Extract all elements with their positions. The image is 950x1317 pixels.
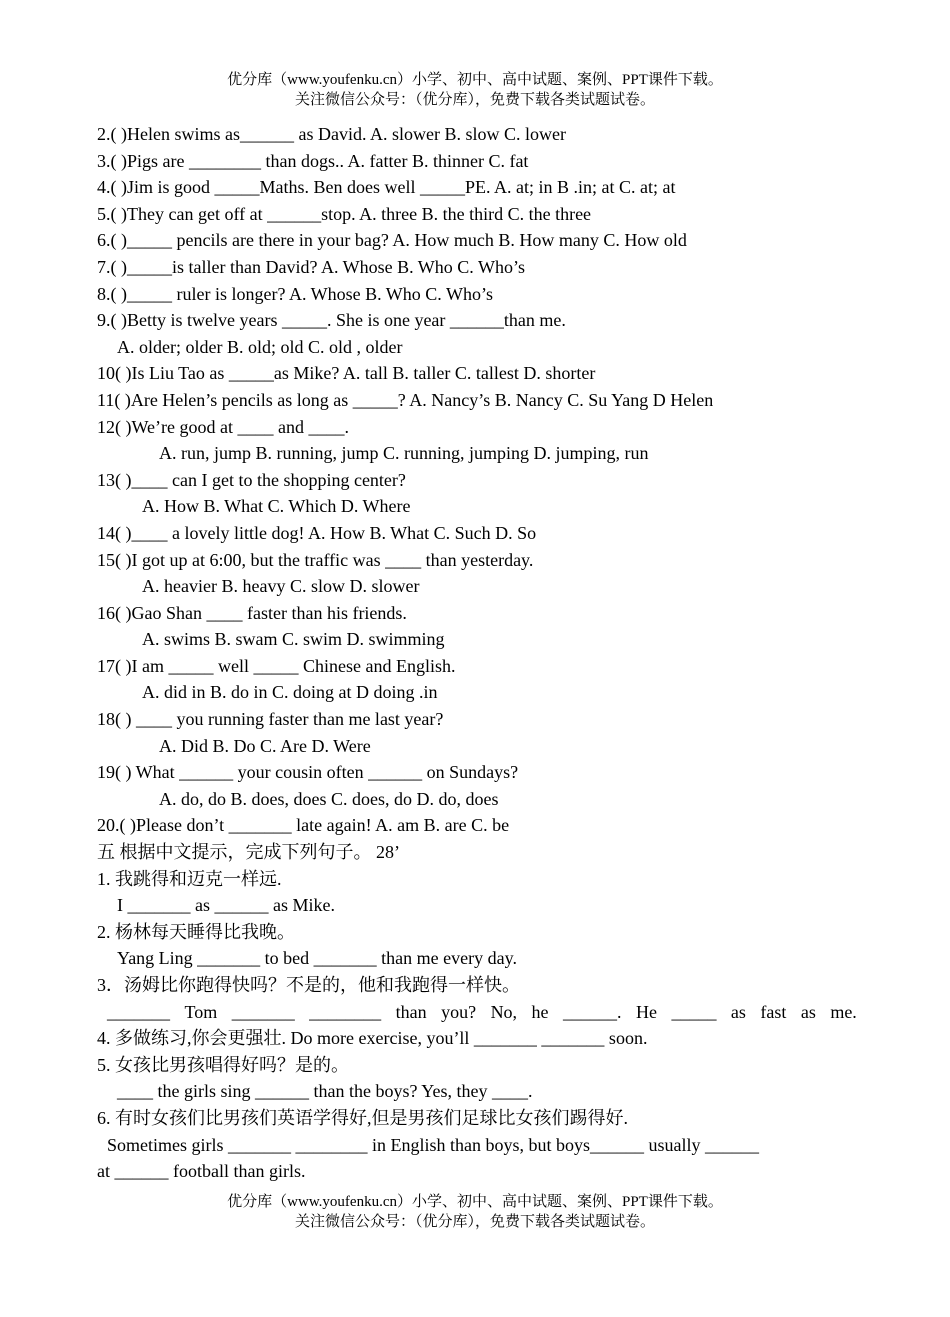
header-line-2: 关注微信公众号：（优分库），免费下载各类试题试卷。 xyxy=(294,92,655,108)
question-16-options: A. swims B. swam C. swim D. swimming xyxy=(142,629,445,650)
question-6: 6.( )_____ pencils are there in your bag? A. How much B. How many C. How old xyxy=(97,230,687,251)
question-4: 4.( )Jim is good _____Maths. Ben does well _____PE. A. at; in B .in; at C. at; at xyxy=(97,177,676,198)
question-17: 17( )I am _____ well _____ Chinese and English. xyxy=(97,655,456,676)
header-line-1: 优分库（www.youfenku.cn）小学、初中、高中试题、案例、PPT课件下载。 xyxy=(227,72,723,88)
question-14: 14( )____ a lovely little dog! A. How B. What C. Such D. So xyxy=(97,522,537,543)
word: than xyxy=(395,1001,427,1022)
question-19-options: A. do, do B. does, does C. does, do D. do, does xyxy=(159,788,499,809)
question-7: 7.( )_____is taller than David? A. Whose B. Who C. Who’s xyxy=(97,256,525,277)
sentence-5-english: ____ the girls sing ______ than the boys? Yes, they ____. xyxy=(117,1081,533,1102)
page-footer xyxy=(0,1192,950,1232)
word: _______ xyxy=(107,1001,170,1022)
word: me. xyxy=(830,1001,857,1022)
sentence-4: 4. 多做练习,你会更强壮. Do more exercise, you’ll _______ _______ soon. xyxy=(97,1028,648,1049)
question-10: 10( )Is Liu Tao as _____as Mike? A. tall B. taller C. tallest D. shorter xyxy=(97,363,596,384)
word: fast xyxy=(760,1001,787,1022)
exercise-content xyxy=(97,121,857,1185)
sentence-3-english xyxy=(97,999,857,1026)
word: Tom xyxy=(184,1001,218,1022)
sentence-6-chinese: 6. 有时女孩们比男孩们英语学得好,但是男孩们足球比女孩们踢得好. xyxy=(97,1107,628,1128)
footer-line-2: 关注微信公众号：（优分库），免费下载各类试题试卷。 xyxy=(294,1214,655,1230)
word: ________ xyxy=(309,1001,382,1022)
word: as xyxy=(730,1001,746,1022)
sentence-6-english-a: Sometimes girls _______ ________ in English than boys, but boys______ usually ______ xyxy=(107,1134,759,1155)
question-12: 12( )We’re good at ____ and ____. xyxy=(97,416,349,437)
sentence-2-chinese: 2. 杨林每天睡得比我晚。 xyxy=(97,921,295,942)
question-18: 18( ) ____ you running faster than me last year? xyxy=(97,709,444,730)
question-15-options: A. heavier B. heavy C. slow D. slower xyxy=(142,576,420,597)
page-header xyxy=(0,70,950,110)
word: _____ xyxy=(671,1001,717,1022)
sentence-5-chinese: 5. 女孩比男孩唱得好吗？是的。 xyxy=(97,1054,349,1075)
question-11: 11( )Are Helen’s pencils as long as _____? A. Nancy’s B. Nancy C. Su Yang D Helen xyxy=(97,389,714,410)
question-20: 20.( )Please don’t _______ late again! A. am B. are C. be xyxy=(97,815,510,836)
question-18-options: A. Did B. Do C. Are D. Were xyxy=(159,735,371,756)
word: _______ xyxy=(231,1001,295,1022)
sentence-1-chinese: 1. 我跳得和迈克一样远. xyxy=(97,868,282,889)
footer-line-1: 优分库（www.youfenku.cn）小学、初中、高中试题、案例、PPT课件下载。 xyxy=(227,1194,723,1210)
question-17-options: A. did in B. do in C. doing at D doing .in xyxy=(142,682,438,703)
question-8: 8.( )_____ ruler is longer? A. Whose B. Who C. Who’s xyxy=(97,283,493,304)
question-3: 3.( )Pigs are ________ than dogs.. A. fatter B. thinner C. fat xyxy=(97,150,529,171)
question-19: 19( ) What ______ your cousin often ______ on Sundays? xyxy=(97,762,519,783)
sentence-3-chinese: 3．汤姆比你跑得快吗？不是的，他和我跑得一样快。 xyxy=(97,975,520,995)
sentence-1-english: I _______ as ______ as Mike. xyxy=(117,895,335,916)
question-13-options: A. How B. What C. Which D. Where xyxy=(142,496,411,517)
word: ______. xyxy=(563,1001,622,1022)
question-9: 9.( )Betty is twelve years _____. She is one year ______than me. xyxy=(97,310,566,331)
question-15: 15( )I got up at 6:00, but the traffic was ____ than yesterday. xyxy=(97,549,534,570)
question-2: 2.( )Helen swims as______ as David. A. slower B. slow C. lower xyxy=(97,124,566,144)
word: he xyxy=(531,1001,549,1022)
sentence-6-english-b: at ______ football than girls. xyxy=(97,1161,306,1182)
question-12-options: A. run, jump B. running, jump C. running, jumping D. jumping, run xyxy=(159,443,649,464)
word: He xyxy=(635,1001,657,1022)
question-13: 13( )____ can I get to the shopping center? xyxy=(97,469,406,490)
question-16: 16( )Gao Shan ____ faster than his friends. xyxy=(97,602,407,623)
word: No, xyxy=(490,1001,518,1022)
question-5: 5.( )They can get off at ______stop. A. three B. the third C. the three xyxy=(97,203,592,224)
sentence-2-english: Yang Ling _______ to bed _______ than me every day. xyxy=(117,948,517,969)
word: as xyxy=(800,1001,816,1022)
word: you? xyxy=(441,1001,477,1022)
question-9-options: A. older; older B. old; old C. old , older xyxy=(117,336,403,357)
section-5-title: 五 根据中文提示，完成下列句子。 28’ xyxy=(97,842,400,863)
